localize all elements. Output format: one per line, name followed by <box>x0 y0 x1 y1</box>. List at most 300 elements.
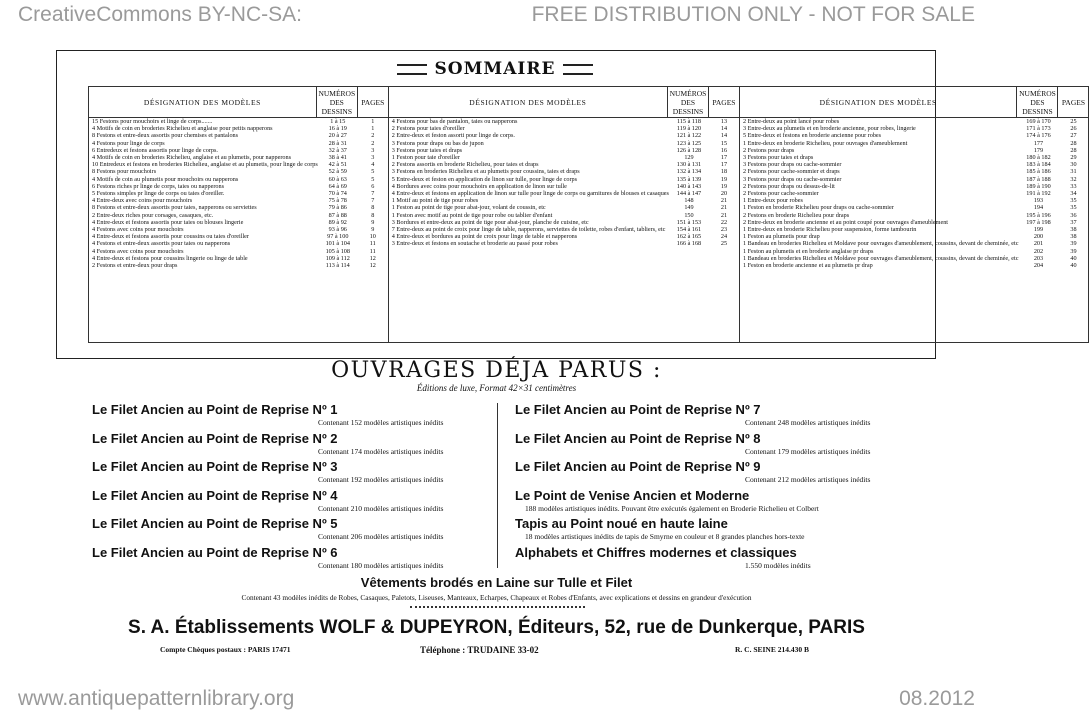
numeros-cell: 89 à 92 <box>328 218 347 226</box>
sommaire-column-1 <box>88 86 388 343</box>
pages-cell: 35 <box>1070 197 1077 205</box>
designation-cell: 1 Feston avec motif au point de tige pour robe ou tablier d'enfant <box>391 211 553 219</box>
table-row <box>389 161 739 168</box>
watermark-top <box>0 0 993 30</box>
table-row <box>740 226 1089 233</box>
designation-cell: 4 Entre-deux et festons pour coussins lingerie ou linge de table <box>92 254 248 262</box>
book-description: 1.550 modèles inédits <box>745 560 811 570</box>
designation-cell: 2 Festons en broderie Richelieu pour draps <box>742 211 850 219</box>
designation-cell: 4 Bordures avec coins pour mouchoirs en application de linon sur tulle <box>391 182 567 190</box>
numeros-cell: 187 à 188 <box>1026 175 1051 183</box>
designation-cell: 3 Entre-deux et festons en soutache et broderie au passé pour robes <box>391 240 558 248</box>
book-description: Contenant 212 modèles artistiques inédits <box>745 475 871 484</box>
pages-cell: 7 <box>371 190 375 198</box>
pages-cell: 23 <box>720 226 728 234</box>
table-row <box>389 132 739 139</box>
numeros-cell: 191 à 192 <box>1026 190 1051 198</box>
registry-number: R. C. SEINE 214.430 B <box>735 645 809 654</box>
header-pages: PAGES <box>708 87 739 117</box>
table-row <box>89 240 388 247</box>
table-row <box>740 118 1089 125</box>
book-title: Le Filet Ancien au Point de Reprise Nº 8 <box>515 430 761 446</box>
pages-cell: 6 <box>371 182 375 190</box>
table-row <box>740 255 1089 262</box>
pages-cell: 4 <box>371 161 375 169</box>
column-rows <box>740 118 1089 342</box>
designation-cell: 2 Entre-deux riches pour corsages, casaques, etc. <box>92 211 214 219</box>
book-description: Contenant 174 modèles artistiques inédits <box>318 446 444 456</box>
numeros-cell: 194 <box>1033 204 1044 212</box>
pages-cell: 40 <box>1070 254 1077 262</box>
header-numeros: NUMÉROS DES DESSINS <box>316 87 357 117</box>
pages-cell: 19 <box>720 182 728 190</box>
table-row <box>740 262 1089 269</box>
numeros-cell: 151 à 153 <box>676 218 702 226</box>
designation-cell: 5 Festons simples pr linge de corps ou taies d'oreiller. <box>92 190 225 198</box>
title-ornament-right <box>563 64 593 75</box>
column-rows <box>89 118 388 342</box>
designation-cell: 2 Entre-deux en broderie ancienne et au point coupé pour ouvrages d'ameublement <box>742 218 949 226</box>
designation-cell: 5 Entre-deux et feston en application de linon sur tulle, pour linge de corps <box>391 175 578 183</box>
column-header <box>740 87 1089 118</box>
table-row <box>89 147 388 154</box>
column-rows <box>389 118 739 342</box>
numeros-cell: 38 à 41 <box>328 154 347 162</box>
header-designation: DÉSIGNATION DES MODÈLES <box>819 97 937 107</box>
numeros-cell: 169 à 170 <box>1026 118 1051 125</box>
table-row <box>89 248 388 255</box>
pages-cell: 9 <box>371 226 375 234</box>
table-row <box>740 197 1089 204</box>
pages-cell: 21 <box>720 197 728 205</box>
pages-cell: 31 <box>1070 168 1077 176</box>
table-row <box>89 262 388 269</box>
numeros-cell: 113 à 114 <box>325 262 350 270</box>
pages-cell: 28 <box>1070 146 1077 154</box>
table-row <box>740 204 1089 211</box>
numeros-cell: 135 à 139 <box>676 175 702 183</box>
numeros-cell: 144 à 147 <box>676 190 702 198</box>
table-row <box>389 204 739 211</box>
pages-cell: 12 <box>369 254 376 262</box>
designation-cell: 1 Bandeau en broderies Richelieu et Moldave pour ouvrages d'ameublement, coussins, devant de cheminée, etc <box>742 254 1019 262</box>
designation-cell: 8 Festons pour mouchoirs <box>92 168 157 176</box>
numeros-cell: 200 <box>1033 233 1044 241</box>
postal-cheques: Compte Chèques postaux : PARIS 17471 <box>160 645 291 654</box>
designation-cell: 2 Festons pour cache-sommier et draps <box>742 168 840 176</box>
table-row <box>89 125 388 132</box>
designation-cell: 6 Festons riches pr linge de corps, taies ou napperons <box>92 182 224 190</box>
designation-cell: 4 Entre-deux et festons assortis pour coussins ou taies d'oreiller <box>92 233 249 241</box>
header-designation: DÉSIGNATION DES MODÈLES <box>469 97 587 107</box>
sommaire-column-2 <box>388 86 739 343</box>
table-row <box>389 183 739 190</box>
designation-cell: 3 Festons pour draps ou bas de jupon <box>391 139 484 147</box>
numeros-cell: 183 à 184 <box>1026 161 1051 169</box>
designation-cell: 15 Festons pour mouchoirs et linge de corps....... <box>92 118 213 125</box>
table-row <box>740 212 1089 219</box>
designation-cell: 1 Bandeau en broderies Richelieu et Moldave pour ouvrages d'ameublement, coussins, devant de cheminée, etc <box>742 240 1019 248</box>
numeros-cell: 130 à 131 <box>676 161 702 169</box>
sommaire-column-3 <box>739 86 1089 343</box>
designation-cell: 5 Entre-deux et festons en broderie ancienne pour robes <box>742 132 882 140</box>
numeros-cell: 121 à 122 <box>676 132 702 140</box>
designation-cell: 4 Festons avec coins pour mouchoirs <box>92 226 184 234</box>
designation-cell: 1 Entre-deux en broderie Richelieu, pour ouvrages d'ameublement <box>742 139 908 147</box>
designation-cell: 4 Entre-deux avec coins pour mouchoirs <box>92 197 193 205</box>
designation-cell: 3 Festons pour taies et draps <box>391 146 463 154</box>
designation-cell: 4 Festons pour linge de corps <box>92 139 165 147</box>
designation-cell: 2 Festons pour draps <box>742 146 795 154</box>
designation-cell: 1 Feston au point de tige pour abat-jour, volant de coussin, etc <box>391 204 546 212</box>
pages-cell: 1 <box>371 125 375 133</box>
pages-cell: 5 <box>371 175 375 183</box>
book-title: Alphabets et Chiffres modernes et classiques <box>515 544 797 560</box>
header-numeros: NUMÉROS DES DESSINS <box>1016 87 1057 117</box>
pages-cell: 40 <box>1070 262 1077 270</box>
pages-cell: 26 <box>1070 125 1077 133</box>
book-description: Contenant 179 modèles artistiques inédits <box>745 446 871 456</box>
book-title: Le Point de Venise Ancien et Moderne <box>515 487 750 503</box>
numeros-cell: 149 <box>684 204 694 212</box>
designation-cell: 1 Feston en broderie ancienne et au plumetis pr drap <box>742 262 873 270</box>
numeros-cell: 52 à 59 <box>328 168 347 176</box>
table-row <box>740 154 1089 161</box>
table-row <box>389 240 739 247</box>
table-row <box>740 176 1089 183</box>
table-row <box>740 125 1089 132</box>
publisher-line: S. A. Établissements WOLF & DUPEYRON, Éditeurs, 52, rue de Dunkerque, PARIS <box>128 617 865 638</box>
pages-cell: 3 <box>371 146 375 154</box>
table-row <box>89 233 388 240</box>
ouvrages-title: OUVRAGES DÉJA PARUS : <box>331 358 662 383</box>
numeros-cell: 115 à 118 <box>676 118 701 125</box>
book-title: Le Filet Ancien au Point de Reprise Nº 5 <box>92 516 338 531</box>
numeros-cell: 189 à 190 <box>1026 182 1051 190</box>
designation-cell: 3 Festons pour draps ou cache-sommier <box>742 161 842 169</box>
designation-cell: 1 Feston au plumetis et en broderie anglaise pr draps <box>742 247 874 255</box>
pages-cell: 10 <box>369 233 376 241</box>
table-row <box>740 161 1089 168</box>
designation-cell: 1 Entre-deux en broderie Richelieu pour suspension, forme tambourin <box>742 226 917 234</box>
numeros-cell: 64 à 69 <box>328 182 347 190</box>
pages-cell: 37 <box>1070 218 1077 226</box>
table-row <box>740 248 1089 255</box>
pages-cell: 32 <box>1070 175 1077 183</box>
table-row <box>89 168 388 175</box>
table-row <box>389 147 739 154</box>
table-row <box>389 154 739 161</box>
sommaire-table <box>88 86 1085 343</box>
vetements-title: Vêtements brodés en Laine sur Tulle et Filet <box>360 575 633 590</box>
numeros-cell: 109 à 112 <box>325 254 350 262</box>
designation-cell: 7 Entre-deux au point de croix pour linge de table, napperons, serviettes de toilette, robes d'enfant, tabliers, etc <box>391 226 666 234</box>
pages-cell: 8 <box>371 204 375 212</box>
table-row <box>740 233 1089 240</box>
designation-cell: 2 Festons pour cache-sommier <box>742 190 819 198</box>
title-ornament-left <box>397 64 427 75</box>
scan-date: 08.2012 <box>899 687 975 710</box>
table-row <box>740 132 1089 139</box>
numeros-cell: 203 <box>1033 254 1044 262</box>
numeros-cell: 20 à 27 <box>328 132 347 140</box>
numeros-cell: 174 à 176 <box>1026 132 1051 140</box>
numeros-cell: 42 à 51 <box>328 161 347 169</box>
pages-cell: 17 <box>720 161 728 169</box>
designation-cell: 2 Entre-deux au point lancé pour robes <box>742 118 840 125</box>
pages-cell: 15 <box>720 139 728 147</box>
designation-cell: 2 Festons pour draps ou dessus-de-lit <box>742 182 835 190</box>
table-row <box>389 140 739 147</box>
distribution-notice: FREE DISTRIBUTION ONLY - NOT FOR SALE <box>531 3 975 26</box>
designation-cell: 4 Festons pour bas de pantalon, taies ou napperons <box>391 118 518 125</box>
table-row <box>389 118 739 125</box>
header-pages: PAGES <box>357 87 388 117</box>
telephone: Téléphone : TRUDAINE 33-02 <box>420 645 539 655</box>
numeros-cell: 150 <box>684 211 694 219</box>
designation-cell: 2 Festons et entre-deux pour draps <box>92 262 178 270</box>
table-row <box>89 204 388 211</box>
designation-cell: 3 Festons pour taies et draps <box>742 154 814 162</box>
table-row <box>89 132 388 139</box>
numeros-cell: 28 à 31 <box>328 139 347 147</box>
designation-cell: 8 Festons et entre-deux assortis pour chemises et pantalons <box>92 132 239 140</box>
pages-cell: 14 <box>720 132 728 140</box>
numeros-cell: 119 à 120 <box>676 125 702 133</box>
pages-cell: 22 <box>720 218 728 226</box>
book-title: Le Filet Ancien au Point de Reprise Nº 9 <box>515 459 761 474</box>
book-title: Le Filet Ancien au Point de Reprise Nº 7 <box>515 402 761 417</box>
book-title: Le Filet Ancien au Point de Reprise Nº 6 <box>92 544 338 560</box>
pages-cell: 38 <box>1070 233 1077 241</box>
designation-cell: 4 Motifs de coin en broderies Richelieu, anglaise et au plumetis, pour napperons <box>92 154 291 162</box>
pages-cell: 33 <box>1070 182 1077 190</box>
sommaire-title-text: SOMMAIRE <box>434 59 556 79</box>
sommaire-title <box>380 59 610 85</box>
pages-cell: 7 <box>371 197 375 205</box>
numeros-cell: 132 à 134 <box>676 168 702 176</box>
table-row <box>89 183 388 190</box>
pages-cell: 38 <box>1070 226 1077 234</box>
numeros-cell: 179 <box>1033 146 1044 154</box>
book-description: Contenant 210 modèles artistiques inédits <box>318 503 444 513</box>
numeros-cell: 60 à 63 <box>328 175 347 183</box>
pages-cell: 28 <box>1070 139 1077 147</box>
table-row <box>89 118 388 125</box>
table-row <box>389 197 739 204</box>
numeros-cell: 177 <box>1033 139 1044 147</box>
designation-cell: 3 Festons pour draps ou cache-sommier <box>742 175 842 183</box>
pages-cell: 27 <box>1070 132 1077 140</box>
designation-cell: 6 Entredeux et festons assortis pour linge de corps. <box>92 146 218 154</box>
pages-cell: 21 <box>720 204 728 212</box>
numeros-cell: 193 <box>1033 197 1044 205</box>
pages-cell: 25 <box>1070 118 1077 125</box>
numeros-cell: 202 <box>1033 247 1044 255</box>
numeros-cell: 123 à 125 <box>676 139 702 147</box>
numeros-cell: 166 à 168 <box>676 240 702 248</box>
numeros-cell: 180 à 182 <box>1026 154 1051 162</box>
site-url: www.antiquepatternlibrary.org <box>18 687 295 710</box>
book-description: Contenant 206 modèles artistiques inédits <box>318 532 444 541</box>
pages-cell: 14 <box>720 125 728 133</box>
numeros-cell: 185 à 186 <box>1026 168 1051 176</box>
pages-cell: 30 <box>1070 161 1077 169</box>
designation-cell: 3 Entre-deux au plumetis et en broderie ancienne, pour robes, lingerie <box>742 125 916 133</box>
table-row <box>89 212 388 219</box>
numeros-cell: 16 à 19 <box>328 125 347 133</box>
designation-cell: 1 Feston en broderie Richelieu pour draps ou cache-sommier <box>742 204 894 212</box>
designation-cell: 4 Festons et entre-deux assortis pour taies ou napperons <box>92 240 231 248</box>
numeros-cell: 129 <box>684 154 694 162</box>
pages-cell: 25 <box>720 240 728 248</box>
table-row <box>89 154 388 161</box>
numeros-cell: 32 à 37 <box>328 146 347 154</box>
numeros-cell: 1 à 15 <box>330 118 346 125</box>
designation-cell: 4 Entre-deux et festons assortis pour taies ou blouses lingerie <box>92 218 244 226</box>
designation-cell: 4 Festons avec coins pour mouchoirs <box>92 247 184 255</box>
designation-cell: 1 Feston pour taie d'oreiller <box>391 154 460 162</box>
table-row <box>740 219 1089 226</box>
pages-cell: 13 <box>720 118 728 125</box>
numeros-cell: 201 <box>1033 240 1044 248</box>
table-row <box>389 168 739 175</box>
pages-cell: 3 <box>371 154 375 162</box>
book-title: Le Filet Ancien au Point de Reprise Nº 1 <box>92 402 338 417</box>
designation-cell: 8 Festons et entre-deux assortis pour taies, napperons ou serviettes <box>92 204 257 212</box>
pages-cell: 17 <box>720 154 728 162</box>
designation-cell: 2 Festons pour taies d'oreiller <box>391 125 465 133</box>
designation-cell: 10 Entredeux et festons en broderies Richelieu, anglaise et au plumetis, pour linge de corps <box>92 161 318 169</box>
table-row <box>389 219 739 226</box>
book-description: Contenant 180 modèles artistiques inédits <box>318 560 444 570</box>
pages-cell: 1 <box>371 118 375 125</box>
table-row <box>89 197 388 204</box>
table-row <box>89 255 388 262</box>
designation-cell: 4 Motifs de coin au plumetis pour mouchoirs ou napperons <box>92 175 239 183</box>
numeros-cell: 148 <box>684 197 694 205</box>
book-list-divider <box>497 403 498 568</box>
table-row <box>89 140 388 147</box>
pages-cell: 35 <box>1070 204 1077 212</box>
pages-cell: 11 <box>369 240 376 248</box>
table-row <box>389 176 739 183</box>
dotted-separator <box>410 606 585 608</box>
pages-cell: 39 <box>1070 240 1077 248</box>
pages-cell: 12 <box>369 262 376 270</box>
numeros-cell: 70 à 74 <box>328 190 347 198</box>
edition-note: Éditions de luxe, Format 42×31 centimètres <box>416 383 577 393</box>
book-description: 188 modèles artistiques inédits. Pouvant être exécutés également en Broderie Richelieu et Colbert <box>525 503 819 513</box>
column-header <box>389 87 739 118</box>
header-pages: PAGES <box>1057 87 1088 117</box>
pages-cell: 34 <box>1070 190 1077 198</box>
designation-cell: 4 Entre-deux et festons en application de linon sur tulle pour linge de corps ou garnitures de blouses et casaques <box>391 190 669 198</box>
table-row <box>740 240 1089 247</box>
book-description: Contenant 192 modèles artistiques inédits <box>318 475 444 484</box>
pages-cell: 18 <box>720 168 728 176</box>
book-title: Le Filet Ancien au Point de Reprise Nº 4 <box>92 487 338 503</box>
numeros-cell: 162 à 165 <box>676 233 702 241</box>
numeros-cell: 101 à 104 <box>325 240 350 248</box>
table-row <box>740 147 1089 154</box>
numeros-cell: 79 à 86 <box>328 204 347 212</box>
designation-cell: 1 Entre-deux pour robes <box>742 197 803 205</box>
pages-cell: 2 <box>371 139 375 147</box>
table-row <box>389 226 739 233</box>
book-description: 18 modèles artistiques inédits de tapis de Smyrne en couleur et 8 grandes planches hors-texte <box>525 532 805 541</box>
table-row <box>740 183 1089 190</box>
table-row <box>89 161 388 168</box>
designation-cell: 1 Feston au plumetis pour drap <box>742 233 820 241</box>
book-title: Le Filet Ancien au Point de Reprise Nº 2 <box>92 430 338 446</box>
pages-cell: 16 <box>720 146 728 154</box>
vetements-description: Contenant 43 modèles inédits de Robes, Casaques, Paletots, Liseuses, Manteaux, Echarpes, Chapeaux et Robes d'Enfants, avec explications et dessins en grandeur d'exécution <box>241 593 752 602</box>
header-numeros: NUMÉROS DES DESSINS <box>667 87 708 117</box>
numeros-cell: 199 <box>1033 226 1044 234</box>
header-designation: DÉSIGNATION DES MODÈLES <box>143 97 261 107</box>
numeros-cell: 197 à 198 <box>1026 218 1051 226</box>
numeros-cell: 195 à 196 <box>1026 211 1051 219</box>
numeros-cell: 75 à 78 <box>328 197 347 205</box>
pages-cell: 21 <box>720 211 728 219</box>
numeros-cell: 93 à 96 <box>328 226 347 234</box>
table-row <box>89 226 388 233</box>
pages-cell: 2 <box>371 132 375 140</box>
table-row <box>89 176 388 183</box>
numeros-cell: 126 à 128 <box>676 146 702 154</box>
numeros-cell: 97 à 100 <box>327 233 349 241</box>
pages-cell: 39 <box>1070 247 1077 255</box>
book-title: Tapis au Point noué en haute laine <box>515 516 728 531</box>
table-row <box>740 190 1089 197</box>
designation-cell: 2 Festons assortis en broderie Richelieu, pour taies et draps <box>391 161 539 169</box>
pages-cell: 20 <box>720 190 728 198</box>
numeros-cell: 140 à 143 <box>676 182 702 190</box>
license-text: CreativeCommons BY-NC-SA: <box>18 3 302 26</box>
table-row <box>389 233 739 240</box>
table-row <box>389 125 739 132</box>
table-row <box>740 168 1089 175</box>
book-description: Contenant 248 modèles artistiques inédits <box>745 418 871 427</box>
pages-cell: 24 <box>720 233 728 241</box>
numeros-cell: 105 à 108 <box>325 247 350 255</box>
pages-cell: 8 <box>371 211 375 219</box>
designation-cell: 4 Entre-deux et bordures au point de croix pour linge de table et napperons <box>391 233 578 241</box>
pages-cell: 29 <box>1070 154 1077 162</box>
numeros-cell: 154 à 161 <box>676 226 702 234</box>
designation-cell: 1 Motif au point de tige pour robes <box>391 197 479 205</box>
book-title: Le Filet Ancien au Point de Reprise Nº 3 <box>92 459 338 474</box>
table-row <box>740 140 1089 147</box>
table-row <box>89 190 388 197</box>
numeros-cell: 171 à 173 <box>1026 125 1051 133</box>
column-header <box>89 87 388 118</box>
numeros-cell: 204 <box>1033 262 1044 270</box>
pages-cell: 19 <box>720 175 728 183</box>
designation-cell: 4 Motifs de coin en broderies Richelieu et anglaise pour petits napperons <box>92 125 273 133</box>
pages-cell: 36 <box>1070 211 1077 219</box>
pages-cell: 5 <box>371 168 375 176</box>
designation-cell: 3 Festons en broderies Richelieu et au plumetis pour coussins, taies et draps <box>391 168 580 176</box>
table-row <box>389 212 739 219</box>
designation-cell: 3 Bordures et entre-deux au point de tige pour abat-jour, planche de cuisine, etc <box>391 218 589 226</box>
table-row <box>389 190 739 197</box>
pages-cell: 9 <box>371 218 375 226</box>
table-row <box>89 219 388 226</box>
numeros-cell: 87 à 88 <box>328 211 347 219</box>
pages-cell: 11 <box>369 247 376 255</box>
